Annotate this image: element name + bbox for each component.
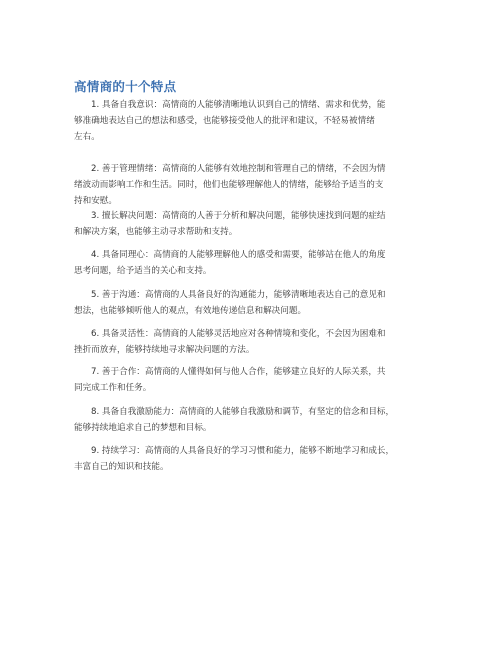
paragraph-line: 6. 具备灵活性：高情商的人能够灵活地应对各种情境和变化，不会因为困难和 — [91, 329, 386, 339]
paragraph-line: 同完成工作和任务。 — [74, 383, 152, 393]
list-item — [74, 404, 439, 436]
paragraph-line: 9. 持续学习：高情商的人具备良好的学习习惯和能力，能够不断地学习和成长， — [91, 446, 395, 456]
paragraph-line: 左右。 — [74, 132, 100, 142]
document-title: 高情商的十个特点 — [74, 79, 177, 94]
paragraph-line: 和解决方案，也能够主动寻求帮助和支持。 — [74, 227, 238, 237]
list-item — [74, 287, 439, 319]
list-item — [74, 208, 439, 240]
list-item — [74, 97, 439, 145]
list-item — [74, 247, 439, 279]
paragraph-line: 3. 擅长解决问题：高情商的人善于分析和解决问题，能够快速找到问题的症结 — [91, 211, 386, 221]
paragraph-line: 持和安慰。 — [74, 196, 117, 206]
paragraph-line: 2. 善于管理情绪：高情商的人能够有效地控制和管理自己的情绪，不会因为情 — [91, 164, 386, 174]
paragraph-line: 想法，也能够倾听他人的观点，有效地传递信息和解决问题。 — [74, 306, 307, 316]
paragraph-line: 思考问题，给予适当的关心和支持。 — [74, 266, 212, 276]
paragraph-line: 能够持续地追求自己的梦想和目标。 — [74, 423, 212, 433]
list-item — [74, 161, 439, 209]
paragraph-line: 1. 具备自我意识：高情商的人能够清晰地认识到自己的情绪、需求和优势，能 — [91, 100, 386, 110]
paragraph-line: 够准确地表达自己的想法和感受，也能够接受他人的批评和建议，不轻易被情绪 — [74, 116, 375, 126]
paragraph-line: 4. 具备同理心：高情商的人能够理解他人的感受和需要，能够站在他人的角度 — [91, 250, 386, 260]
paragraph-line: 绪波动而影响工作和生活。同时，他们也能够理解他人的情绪，能够给予适当的支 — [74, 180, 384, 190]
paragraph-line: 挫折而放弃，能够持续地寻求解决问题的方法。 — [74, 345, 255, 355]
paragraph-line: 丰富自己的知识和技能。 — [74, 462, 169, 472]
list-item — [74, 364, 439, 396]
list-item — [74, 326, 439, 358]
paragraph-line: 7. 善于合作：高情商的人懂得如何与他人合作，能够建立良好的人际关系，共 — [91, 367, 386, 377]
paragraph-line: 8. 具备自我激励能力：高情商的人能够自我激励和调节，有坚定的信念和目标， — [91, 407, 395, 417]
paragraph-line: 5. 善于沟通：高情商的人具备良好的沟通能力，能够清晰地表达自己的意见和 — [91, 290, 386, 300]
list-item — [74, 443, 439, 475]
